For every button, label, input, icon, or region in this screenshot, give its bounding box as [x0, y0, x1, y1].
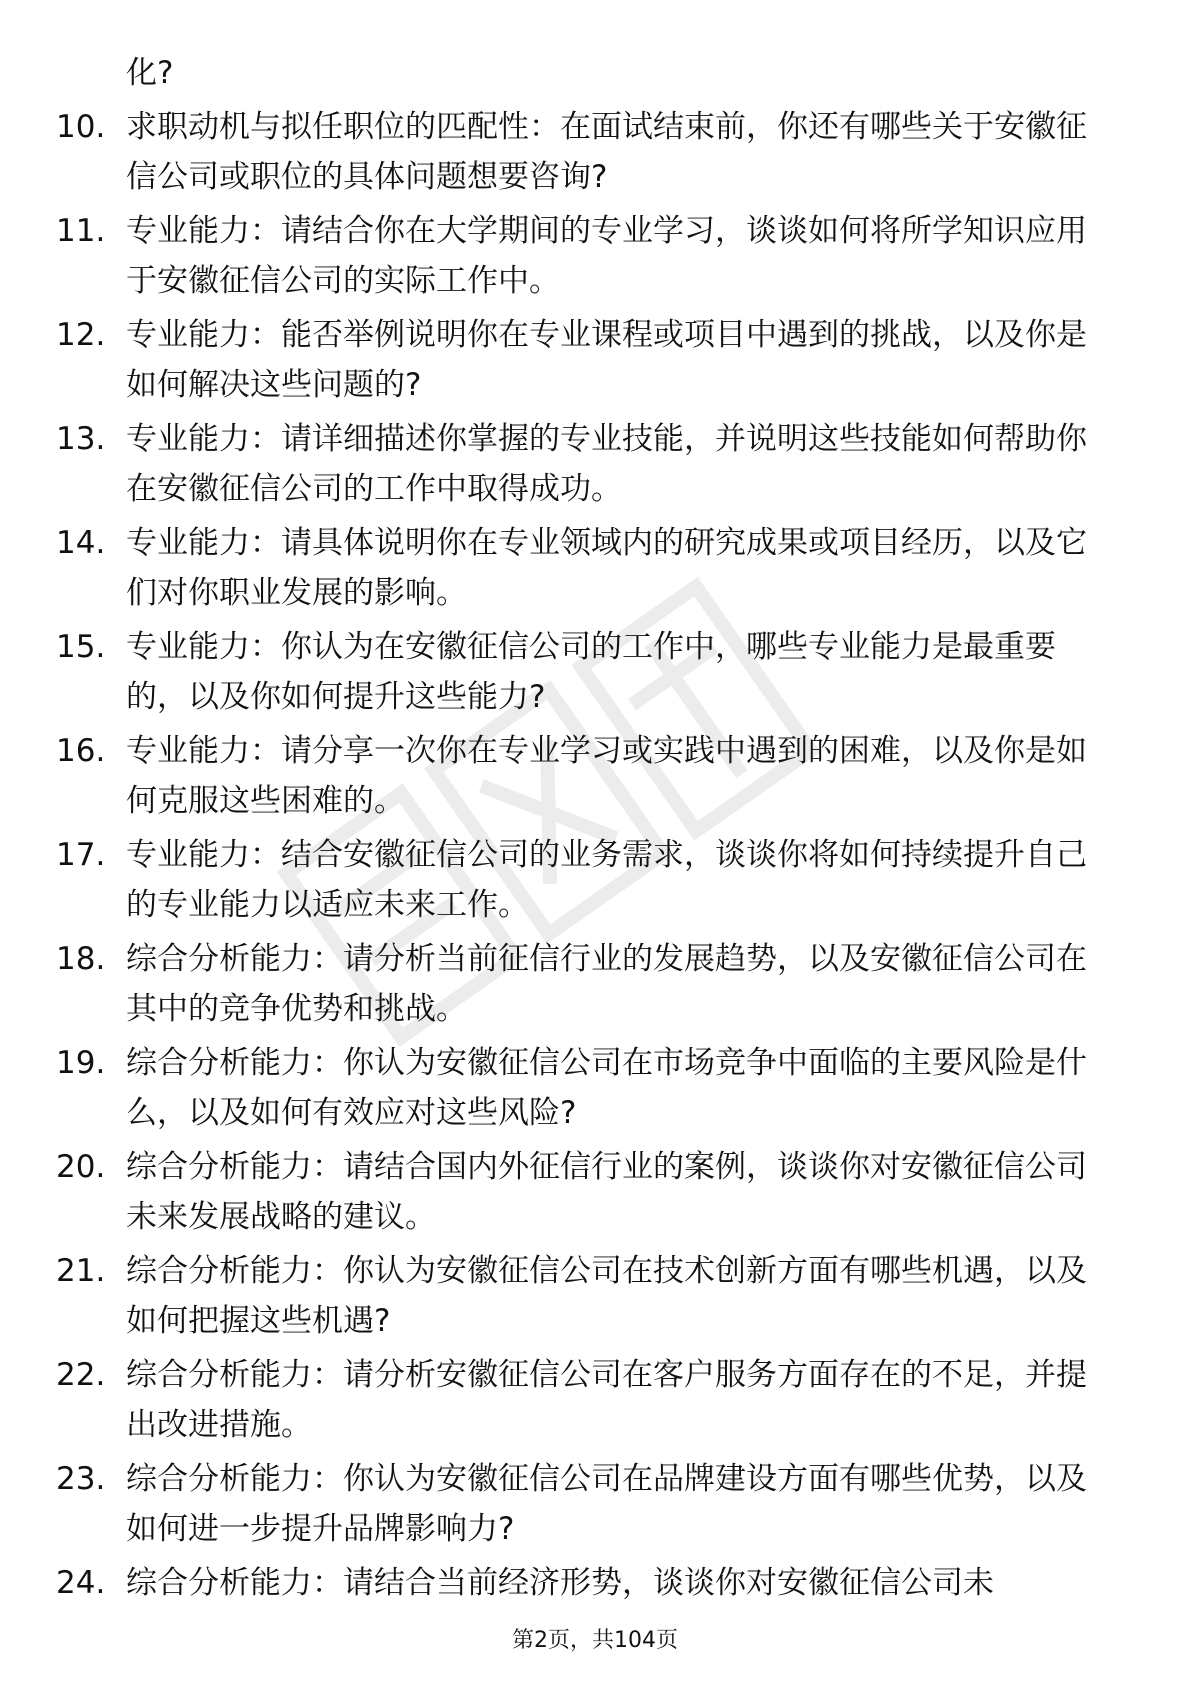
- list-item: [56, 1142, 1116, 1242]
- item-text: 专业能力：请详细描述你掌握的专业技能，并说明这些技能如何帮助你在安徽征信公司的工作中取得成功。: [126, 421, 1087, 507]
- item-text: 综合分析能力：你认为安徽征信公司在技术创新方面有哪些机遇，以及如何把握这些机遇?: [126, 1253, 1087, 1339]
- list-item: [56, 1454, 1116, 1554]
- item-number: 22.: [56, 1357, 106, 1393]
- item-text: 综合分析能力：请分析当前征信行业的发展趋势，以及安徽征信公司在其中的竞争优势和挑战。: [126, 941, 1087, 1027]
- item-number: 15.: [56, 629, 106, 665]
- item-number: 14.: [56, 525, 106, 561]
- item-number: 16.: [56, 733, 106, 769]
- item-number: 17.: [56, 837, 106, 873]
- list-item: [56, 1350, 1116, 1450]
- item-text: 综合分析能力：请结合当前经济形势，谈谈你对安徽征信公司未: [126, 1565, 994, 1601]
- item-number: 18.: [56, 941, 106, 977]
- item-text: 专业能力：请分享一次你在专业学习或实践中遇到的困难，以及你是如何克服这些困难的。: [126, 733, 1087, 819]
- list-item: [56, 934, 1116, 1034]
- item-text: 综合分析能力：请结合国内外征信行业的案例，谈谈你对安徽征信公司未来发展战略的建议。: [126, 1149, 1087, 1235]
- item-number: 10.: [56, 109, 106, 145]
- item-text: 专业能力：你认为在安徽征信公司的工作中，哪些专业能力是最重要的，以及你如何提升这些能力?: [126, 629, 1056, 715]
- list-item: [56, 102, 1116, 202]
- item-number: 12.: [56, 317, 106, 353]
- item-text: 专业能力：结合安徽征信公司的业务需求，谈谈你将如何持续提升自己的专业能力以适应未来工作。: [126, 837, 1087, 923]
- list-item: [56, 726, 1116, 826]
- item-number: 21.: [56, 1253, 106, 1289]
- item-number: 23.: [56, 1461, 106, 1497]
- item-text: 专业能力：请结合你在大学期间的专业学习，谈谈如何将所学知识应用于安徽征信公司的实际工作中。: [126, 213, 1087, 299]
- list-item: [56, 622, 1116, 722]
- item-text: 综合分析能力：请分析安徽征信公司在客户服务方面存在的不足，并提出改进措施。: [126, 1357, 1087, 1443]
- page-footer: 第2页，共104页: [512, 1628, 678, 1653]
- item-text: 专业能力：能否举例说明你在专业课程或项目中遇到的挑战，以及你是如何解决这些问题的?: [126, 317, 1087, 403]
- item-text: 专业能力：请具体说明你在专业领域内的研究成果或项目经历，以及它们对你职业发展的影响。: [126, 525, 1087, 611]
- item-number: 11.: [56, 213, 106, 249]
- list-item: [56, 830, 1116, 930]
- question-list: [56, 48, 1116, 1612]
- list-item: [56, 1558, 1116, 1608]
- list-item: [56, 1246, 1116, 1346]
- item-text: 综合分析能力：你认为安徽征信公司在市场竞争中面临的主要风险是什么，以及如何有效应对这些风险?: [126, 1045, 1087, 1131]
- list-item: [56, 206, 1116, 306]
- item-number: 13.: [56, 421, 106, 457]
- list-item: [56, 1038, 1116, 1138]
- item-number: 24.: [56, 1565, 106, 1601]
- list-item: [56, 414, 1116, 514]
- list-item: [56, 310, 1116, 410]
- item-number: 20.: [56, 1149, 106, 1185]
- item-number: 19.: [56, 1045, 106, 1081]
- continuation-text: 化?: [126, 55, 174, 91]
- item-text: 求职动机与拟任职位的匹配性：在面试结束前，你还有哪些关于安徽征信公司或职位的具体问题想要咨询?: [126, 109, 1087, 195]
- list-item: [56, 518, 1116, 618]
- item-text: 综合分析能力：你认为安徽征信公司在品牌建设方面有哪些优势，以及如何进一步提升品牌影响力?: [126, 1461, 1087, 1547]
